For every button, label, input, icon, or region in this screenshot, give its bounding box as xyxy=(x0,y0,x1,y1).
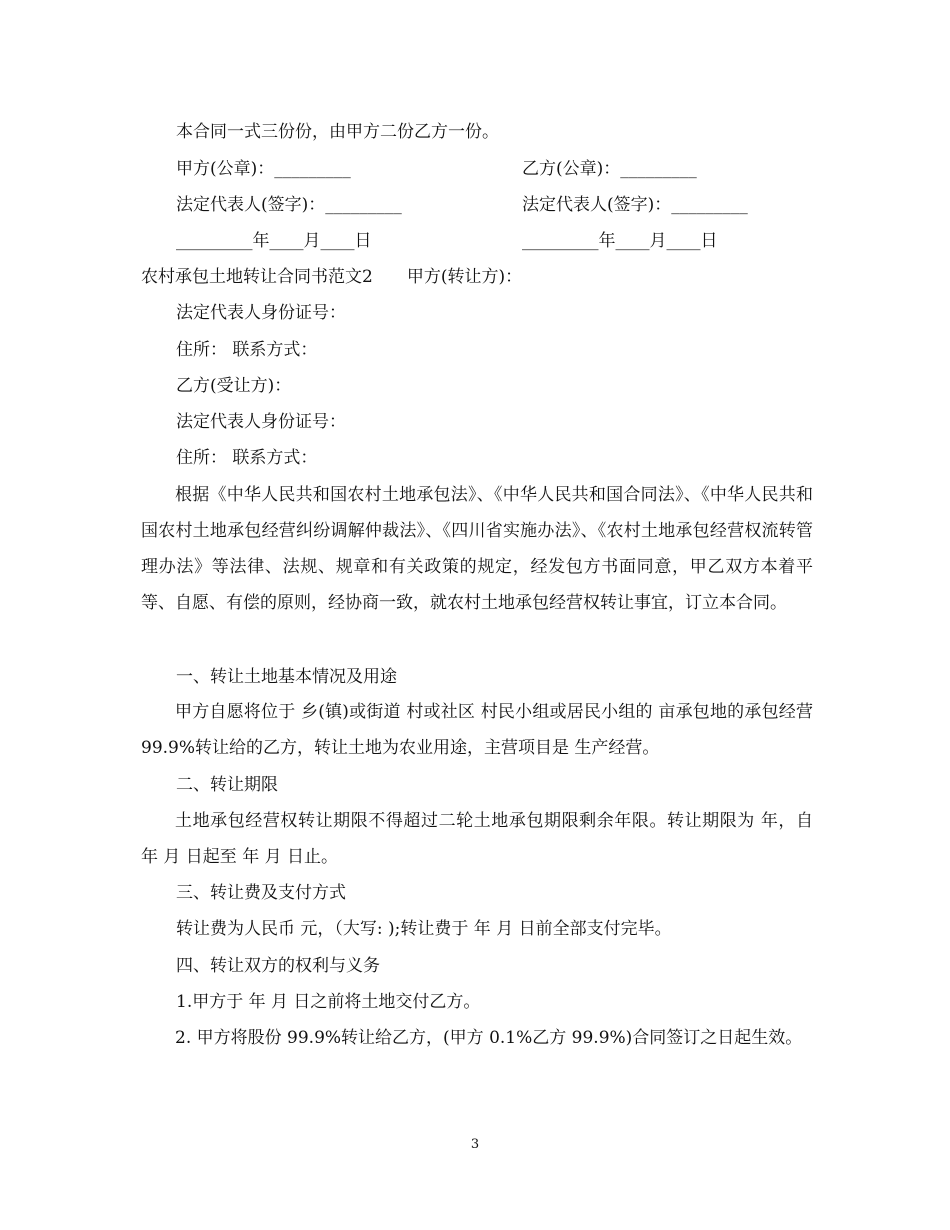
party-b-label: 乙方(受让方)： xyxy=(176,376,292,396)
party-a-representative-line: 法定代表人(签字)：_________ xyxy=(176,195,402,215)
party-b-date-line: _________年____月____日 xyxy=(522,231,718,251)
party-b-seal-line: 乙方(公章)：_________ xyxy=(522,159,697,179)
section-2-body: 土地承包经营权转让期限不得超过二轮土地承包期限剩余年限。转让期限为 年，自 年 月 日起至 年 月 日止。 xyxy=(141,811,813,867)
section-3-body: 转让费为人民币 元，（大写: );转让费于 年 月 日前全部支付完毕。 xyxy=(176,919,672,939)
party-a-seal-line: 甲方(公章)：_________ xyxy=(176,159,351,179)
copies-clause: 本合同一式三份份，由甲方二份乙方一份。 xyxy=(176,122,499,142)
sample-2-title: 农村承包土地转让合同书范文2 甲方(转让方)： xyxy=(141,267,523,287)
section-2-heading: 二、转让期限 xyxy=(176,775,278,795)
section-3-heading: 三、转让费及支付方式 xyxy=(176,883,346,903)
section-4-item-2: 2. 甲方将股份 99.9%转让给乙方，(甲方 0.1%乙方 99.9%)合同签订之日起生效。 xyxy=(175,1028,803,1048)
section-1-heading: 一、转让土地基本情况及用途 xyxy=(176,667,397,687)
section-4-item-1: 1.甲方于 年 月 日之前将土地交付乙方。 xyxy=(176,992,481,1012)
legal-basis-paragraph: 根据《中华人民共和国农村土地承包法》、《中华人民共和国合同法》、《中华人民共和国农村土地承包经营纠纷调解仲裁法》、《四川省实施办法》、《农村土地承包经营权流转管理办法》等法律、法规、规章和有关政策的规定，经发包方书面同意，甲乙双方本着平等、自愿、有偿的原则，经协商一致，就农村土地承包经营权转让事宜，订立本合同。 xyxy=(141,485,813,613)
party-b-id-line: 法定代表人身份证号： xyxy=(176,412,346,432)
section-4-heading: 四、转让双方的权利与义务 xyxy=(176,956,380,976)
party-b-representative-line: 法定代表人(签字)：_________ xyxy=(522,195,748,215)
party-a-address-line: 住所： 联系方式： xyxy=(176,340,318,360)
party-a-date-line: _________年____月____日 xyxy=(176,231,372,251)
page-number: 3 xyxy=(470,1137,480,1152)
party-a-id-line: 法定代表人身份证号： xyxy=(176,303,346,323)
section-1-body: 甲方自愿将位于 乡(镇)或街道 村或社区 村民小组或居民小组的 亩承包地的承包经营 99.9%转让给的乙方，转让土地为农业用途，主营项目是 生产经营。 xyxy=(141,702,813,758)
party-b-address-line: 住所： 联系方式： xyxy=(176,448,318,468)
